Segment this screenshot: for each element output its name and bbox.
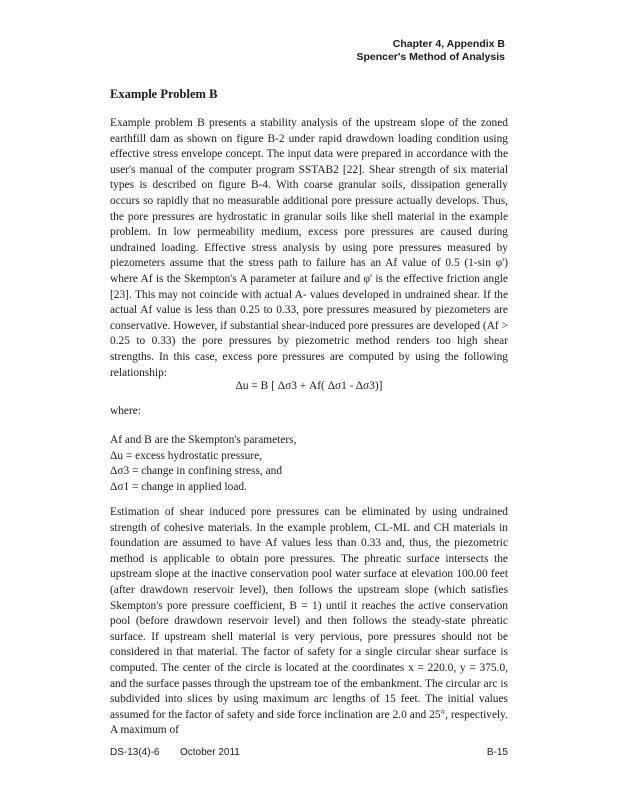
estimation-paragraph: Estimation of shear induced pore pressures can be eliminated by using undrained strength of cohesive materials. In the example problem, CL-ML and CH materials in foundation are assumed to have Af values less than 0.33 and, thus, the piezometric method is applicable to obtain pore pressures. The phreatic surface intersects the upstream slope at the inactive conservation pool water surface at elevation 100.00 feet (after drawdown reservoir level), then follows the upstream slope (which satisfies Skempton's pore pressure coefficient, B = 1) until it reaches the active conservation pool (before drawdown reservoir level) and then follows the steady-state phreatic surface. If upstream shell material is very pervious, pore pressures should not be considered in that material. The factor of safety for a single circular shear surface is computed. The center of the circle is located at the coordinates x = 220.0, y = 375.0, and the surface passes through the upstream toe of the embankment. The circular arc is subdivided into slices by using maximum arc lengths of 15 feet. The initial values assumed for the factor of safety and side force inclination are 2.0 and 25°, respectively. A maximum of	[110, 506, 508, 737]
chapter-title: Chapter 4, Appendix B	[392, 38, 505, 50]
page-number: B-15	[486, 747, 508, 758]
intro-paragraph: Example problem B presents a stability analysis of the upstream slope of the zoned earthfill dam as shown on figure B-2 under rapid drawdown loading condition using effective stress envelope concept. The input data were prepared in accordance with the user's manual of the computer program SSTAB2 [22]. Shear strength of six material types is described on figure B-4. With coarse granular soils, dissipation generally occurs so rapidly that no measurable additional pore pressure actually develops. Thus, the pore pressures are hydrostatic in granular soils like shell material in the example problem. In low permeability medium, excess pore pressures are caused during undrained loading. Effective stress analysis by using pore pressures measured by piezometers assume that the stress path to failure has an Af value of 0.5 (1-sin φ') where Af is the Skempton's A parameter at failure and φ' is the effective friction angle [23]. This may not coincide with actual A- values developed in undrained shear. If the actual Af value is less than 0.25 to 0.33, pore pressures measured by piezometers are conservative. However, if substantial shear-induced pore pressures are developed (Af > 0.25 to 0.33) the pore pressures by piezometric method renders too high shear strengths. In this case, excess pore pressures are computed by using the following relationship:	[110, 117, 508, 379]
pore-pressure-equation: Δu = B [ Δσ3 + Af( Δσ1 - Δσ3)]	[235, 380, 383, 392]
definitions-list	[110, 433, 296, 495]
definition-item: Δσ3 = change in confining stress, and	[110, 465, 283, 478]
footer-date: October 2011	[180, 747, 240, 758]
definition-item: Δu = excess hydrostatic pressure,	[110, 449, 262, 462]
definition-item: Af and B are the Skempton's parameters,	[110, 434, 297, 446]
footer-doc-id: DS-13(4)-6	[110, 747, 160, 758]
example-heading: Example Problem B	[110, 87, 218, 101]
running-header	[356, 38, 505, 64]
definition-item: Δσ1 = change in applied load.	[110, 480, 247, 493]
where-label: where:	[110, 405, 141, 417]
section-title: Spencer's Method of Analysis	[356, 51, 505, 63]
